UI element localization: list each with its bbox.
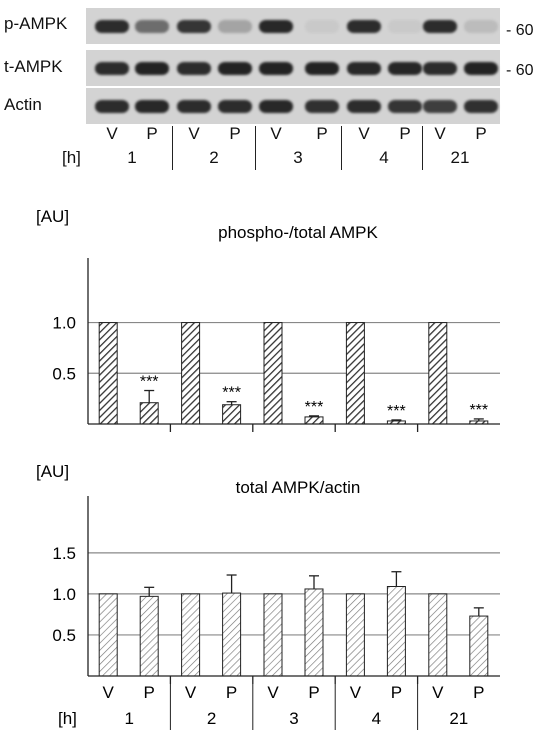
bar-p-1 <box>140 374 159 424</box>
blot-lane-3v: V <box>270 124 282 143</box>
bar-v-1 <box>99 594 117 676</box>
blot-lane-4v: V <box>358 124 370 143</box>
x-lane-label: V <box>432 683 444 702</box>
chart-phospho-total-ampk <box>36 207 500 432</box>
bar-p-21 <box>470 608 488 676</box>
x-lane-label: P <box>390 683 403 702</box>
x-lane-label: V <box>349 683 362 702</box>
blot-time-21: 21 <box>450 148 470 167</box>
bar <box>140 596 158 676</box>
y-tick-label: 1.0 <box>52 584 76 604</box>
blot-lane-4p: P <box>399 124 411 143</box>
bar-p-4 <box>387 403 406 424</box>
bar <box>346 594 364 676</box>
blot-time-3: 3 <box>293 148 303 167</box>
bar-p-4 <box>387 572 405 676</box>
bar-v-4 <box>346 594 364 676</box>
bar-p-1 <box>140 587 158 676</box>
y-tick-label: 1.0 <box>52 313 76 333</box>
x-category-label: 21 <box>449 709 469 728</box>
blot-time-unit: [h] <box>62 148 81 167</box>
bar-v-1 <box>99 323 117 424</box>
bar-v-3 <box>264 594 282 676</box>
mw-marker-p-ampk: - 60 <box>506 22 534 39</box>
blot-time-1: 1 <box>127 148 137 167</box>
y-axis-label: [AU] <box>36 462 70 481</box>
chart-total-ampk-actin <box>36 462 500 684</box>
x-lane-label: P <box>473 683 485 702</box>
bar <box>305 417 323 424</box>
bar <box>99 594 117 676</box>
blot-lane-3p: P <box>316 124 328 143</box>
significance-label: *** <box>469 401 489 419</box>
bar-p-3 <box>305 576 323 676</box>
bar <box>223 405 241 424</box>
bar-p-21 <box>469 402 488 424</box>
y-tick-label: 0.5 <box>52 364 76 384</box>
x-lane-label: V <box>102 683 114 702</box>
x-lane-label: P <box>225 683 238 702</box>
bar <box>99 323 117 424</box>
bar-v-2 <box>182 323 200 424</box>
significance-label: *** <box>387 402 406 420</box>
blot-lane-1p: P <box>146 124 158 143</box>
x-category-label: 2 <box>206 709 217 728</box>
bar-p-2 <box>222 385 241 424</box>
bar-v-4 <box>346 323 364 424</box>
x-unit-label: [h] <box>58 709 77 728</box>
bar-p-3 <box>305 399 324 424</box>
bar <box>305 589 323 676</box>
mw-marker-t-ampk: - 60 <box>506 62 534 79</box>
blot-lane-2v: V <box>188 124 200 143</box>
bar <box>470 616 488 676</box>
y-tick-label: 0.5 <box>52 625 76 645</box>
x-category-label: 1 <box>124 709 134 728</box>
significance-label: *** <box>304 398 324 416</box>
blot-label-p-ampk: p-AMPK <box>4 14 68 33</box>
x-lane-label: P <box>308 683 320 702</box>
bar-v-2 <box>182 594 200 676</box>
bar-p-2 <box>223 575 241 676</box>
bar <box>182 323 200 424</box>
x-category-label: 3 <box>289 709 299 728</box>
bar <box>387 587 405 676</box>
bar <box>223 593 241 676</box>
x-lane-label: P <box>143 683 155 702</box>
blot-lane-21v: V <box>434 124 446 143</box>
blot-time-4: 4 <box>379 148 389 167</box>
bar-v-21 <box>429 323 447 424</box>
bar <box>429 594 447 676</box>
significance-label: *** <box>222 384 241 402</box>
blot-time-2: 2 <box>209 148 219 167</box>
bar <box>346 323 364 424</box>
chart-title: phospho-/total AMPK <box>218 223 378 242</box>
y-tick-label: 1.5 <box>52 543 76 563</box>
significance-label: *** <box>139 373 159 391</box>
bar <box>264 594 282 676</box>
chart-title: total AMPK/actin <box>235 478 361 497</box>
bar <box>429 323 447 424</box>
blot-lane-21p: P <box>475 124 487 143</box>
bar-v-21 <box>429 594 447 676</box>
blot-lane-2p: P <box>229 124 241 143</box>
blot-lane-1v: V <box>106 124 118 143</box>
blot-label-t-ampk: t-AMPK <box>4 57 63 76</box>
bar-v-3 <box>264 323 282 424</box>
blot-label-actin: Actin <box>4 95 42 114</box>
x-axis-labels <box>58 683 484 730</box>
x-lane-label: V <box>184 683 197 702</box>
bar <box>182 594 200 676</box>
y-axis-label: [AU] <box>36 207 70 226</box>
bar <box>264 323 282 424</box>
x-lane-label: V <box>267 683 279 702</box>
x-category-label: 4 <box>371 709 382 728</box>
bar <box>140 403 158 424</box>
